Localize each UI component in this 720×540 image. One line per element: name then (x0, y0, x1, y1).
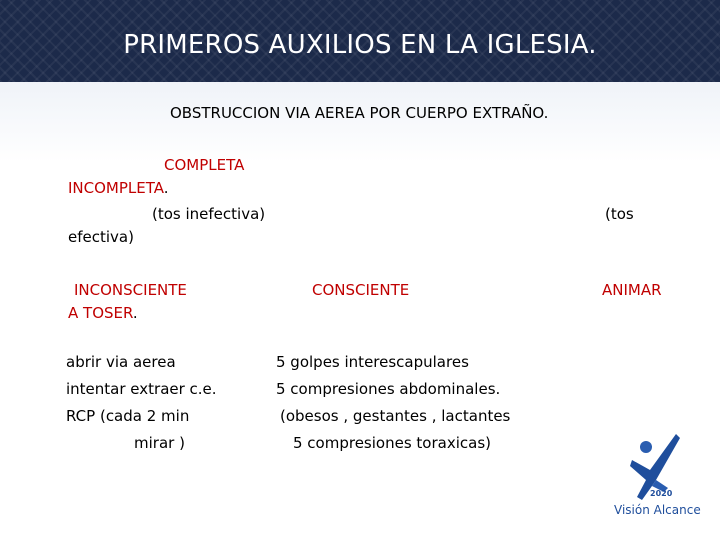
slide-subtitle: OBSTRUCCION VIA AEREA POR CUERPO EXTRAÑO. (170, 104, 549, 122)
right-step-4: 5 compresiones toraxicas) (293, 434, 491, 452)
label-tos-inefectiva: (tos inefectiva) (152, 205, 266, 223)
left-step-4: mirar ) (134, 434, 185, 452)
left-step-3: RCP (cada 2 min (66, 407, 190, 425)
left-step-1: abrir via aerea (66, 353, 176, 371)
label-tos-right: (tos (605, 205, 634, 223)
right-step-2: 5 compresiones abdominales. (276, 380, 501, 398)
logo-text: Visión Alcance (614, 503, 701, 517)
vision-alcance-logo (612, 430, 708, 522)
label-consciente: CONSCIENTE (312, 281, 410, 299)
incompleta-period: . (163, 179, 169, 197)
label-completa: COMPLETA (164, 156, 245, 174)
left-step-2: intentar extraer c.e. (66, 380, 217, 398)
slide-title: PRIMEROS AUXILIOS EN LA IGLESIA. (123, 30, 597, 60)
title-bar (0, 0, 720, 82)
label-incompleta: INCOMPLETA (68, 179, 164, 197)
right-step-1: 5 golpes interescapulares (276, 353, 469, 371)
right-step-3: (obesos , gestantes , lactantes (280, 407, 511, 425)
logo-year: 2020 (650, 489, 673, 498)
a-toser-period: . (132, 304, 138, 322)
label-a-toser-line (68, 304, 138, 322)
label-a-toser: A TOSER (68, 304, 133, 322)
label-efectiva: efectiva) (68, 228, 134, 246)
label-animar: ANIMAR (602, 281, 662, 299)
label-incompleta-line (68, 179, 169, 197)
label-inconsciente: INCONSCIENTE (74, 281, 187, 299)
